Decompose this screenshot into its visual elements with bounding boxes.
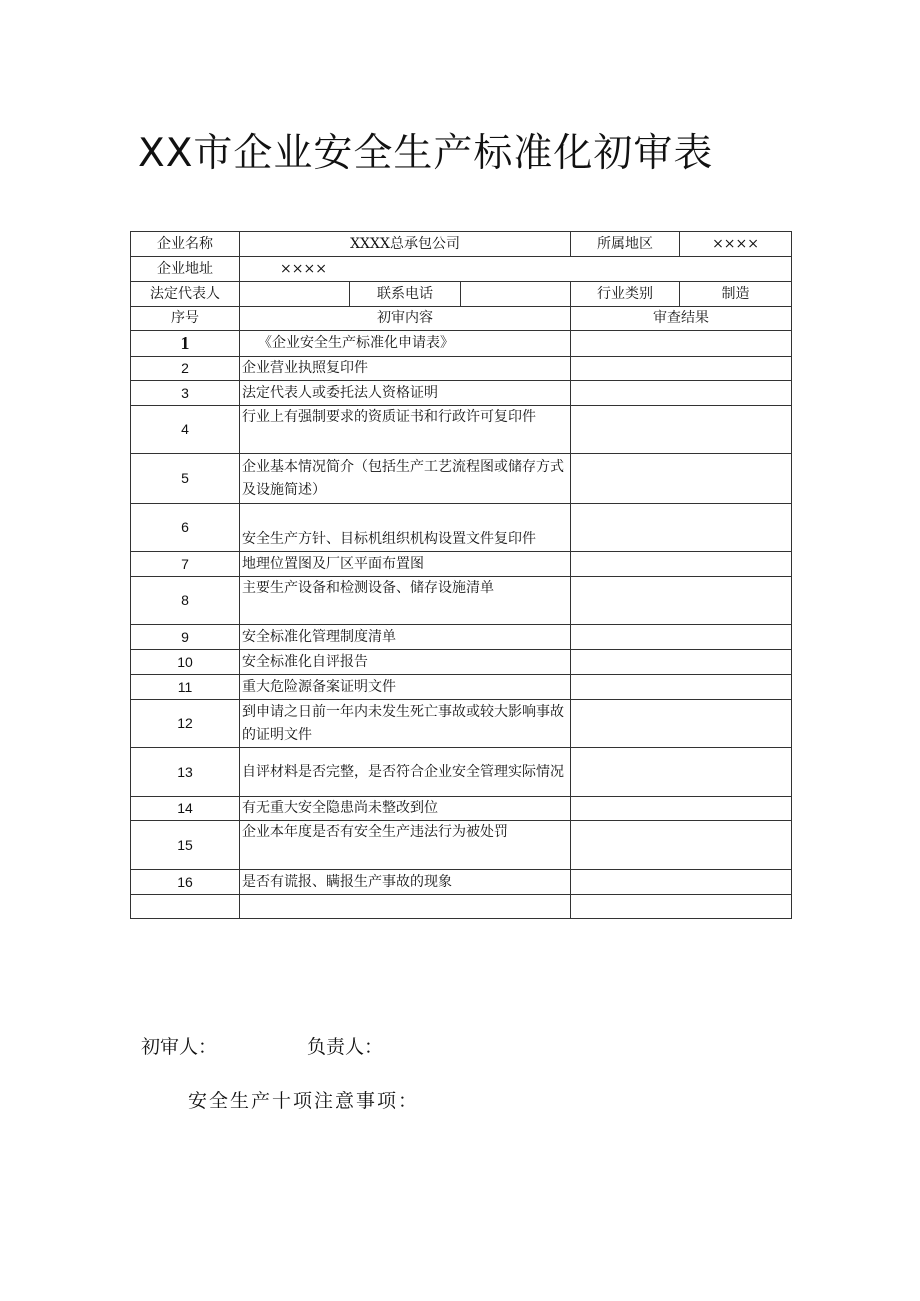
table-row [131, 625, 792, 650]
header-row-contact [131, 282, 792, 307]
legal-rep-label: 法定代表人 [131, 282, 240, 307]
blank-cell [240, 895, 571, 919]
company-name-label: 企业名称 [131, 232, 240, 257]
row-number: 15 [131, 821, 240, 870]
row-number: 3 [131, 381, 240, 406]
row-number: 5 [131, 454, 240, 504]
blank-cell[interactable] [571, 895, 792, 919]
row-result[interactable] [571, 331, 792, 357]
table-row [131, 357, 792, 381]
row-content: 法定代表人或委托法人资格证明 [240, 381, 571, 406]
row-number: 8 [131, 577, 240, 625]
row-result[interactable] [571, 625, 792, 650]
row-content: 安全生产方针、目标机组织机构设置文件复印件 [240, 504, 571, 552]
table-row [131, 821, 792, 870]
legal-rep-value[interactable] [240, 282, 350, 307]
row-number: 7 [131, 552, 240, 577]
review-table [130, 231, 792, 919]
row-content: 安全标准化管理制度清单 [240, 625, 571, 650]
table-row [131, 650, 792, 675]
phone-value[interactable] [461, 282, 571, 307]
header-row-company [131, 232, 792, 257]
row-content: 是否有谎报、瞒报生产事故的现象 [240, 870, 571, 895]
row-number: 11 [131, 675, 240, 700]
row-result[interactable] [571, 381, 792, 406]
row-result[interactable] [571, 406, 792, 454]
table-row [131, 748, 792, 797]
row-content: 企业本年度是否有安全生产违法行为被处罚 [240, 821, 571, 870]
row-number: 1 [131, 331, 240, 357]
table-row [131, 700, 792, 748]
table-row [131, 331, 792, 357]
manager-label: 负责人： [307, 1036, 384, 1058]
row-result[interactable] [571, 797, 792, 821]
row-content: 自评材料是否完整，是否符合企业安全管理实际情况 [240, 748, 571, 797]
address-value[interactable]: ×××× [240, 257, 792, 282]
row-content: 有无重大安全隐患尚未整改到位 [240, 797, 571, 821]
table-row-blank [131, 895, 792, 919]
table-row [131, 552, 792, 577]
safety-notice-heading: 安全生产十项注意事项： [188, 1090, 420, 1112]
row-content: 到申请之日前一年内未发生死亡事故或较大影响事故的证明文件 [240, 700, 571, 748]
row-number: 16 [131, 870, 240, 895]
row-result[interactable] [571, 700, 792, 748]
column-content-header: 初审内容 [240, 307, 571, 331]
table-row [131, 797, 792, 821]
row-result[interactable] [571, 504, 792, 552]
row-result[interactable] [571, 650, 792, 675]
row-content: 行业上有强制要求的资质证书和行政许可复印件 [240, 406, 571, 454]
row-result[interactable] [571, 821, 792, 870]
row-result[interactable] [571, 675, 792, 700]
row-content: 企业基本情况简介（包括生产工艺流程图或储存方式及设施简述） [240, 454, 571, 504]
blank-cell [131, 895, 240, 919]
row-content: 安全标准化自评报告 [240, 650, 571, 675]
table-row [131, 577, 792, 625]
row-number: 4 [131, 406, 240, 454]
row-number: 2 [131, 357, 240, 381]
row-number: 12 [131, 700, 240, 748]
row-result[interactable] [571, 454, 792, 504]
row-result[interactable] [571, 357, 792, 381]
row-number: 10 [131, 650, 240, 675]
company-name-value[interactable]: XXXX总承包公司 [240, 232, 571, 257]
phone-label: 联系电话 [350, 282, 461, 307]
region-value[interactable]: ×××× [680, 232, 792, 257]
row-result[interactable] [571, 552, 792, 577]
address-label: 企业地址 [131, 257, 240, 282]
row-number: 9 [131, 625, 240, 650]
row-content: 《企业安全生产标准化申请表》 [240, 331, 571, 357]
row-result[interactable] [571, 748, 792, 797]
header-row-address [131, 257, 792, 282]
row-content: 重大危险源备案证明文件 [240, 675, 571, 700]
region-label: 所属地区 [571, 232, 680, 257]
table-row [131, 381, 792, 406]
column-index-header: 序号 [131, 307, 240, 331]
industry-label: 行业类别 [571, 282, 680, 307]
industry-value[interactable]: 制造 [680, 282, 792, 307]
row-content: 主要生产设备和检测设备、储存设施清单 [240, 577, 571, 625]
row-result[interactable] [571, 577, 792, 625]
row-number: 6 [131, 504, 240, 552]
reviewer-label: 初审人： [141, 1036, 218, 1058]
table-row [131, 454, 792, 504]
column-header-row [131, 307, 792, 331]
table-row [131, 406, 792, 454]
row-number: 13 [131, 748, 240, 797]
row-number: 14 [131, 797, 240, 821]
table-row [131, 675, 792, 700]
column-result-header: 审查结果 [571, 307, 792, 331]
row-result[interactable] [571, 870, 792, 895]
table-row [131, 504, 792, 552]
table-row [131, 870, 792, 895]
row-content: 地理位置图及厂区平面布置图 [240, 552, 571, 577]
row-content: 企业营业执照复印件 [240, 357, 571, 381]
page-title: XX市企业安全生产标准化初审表 [138, 131, 714, 176]
